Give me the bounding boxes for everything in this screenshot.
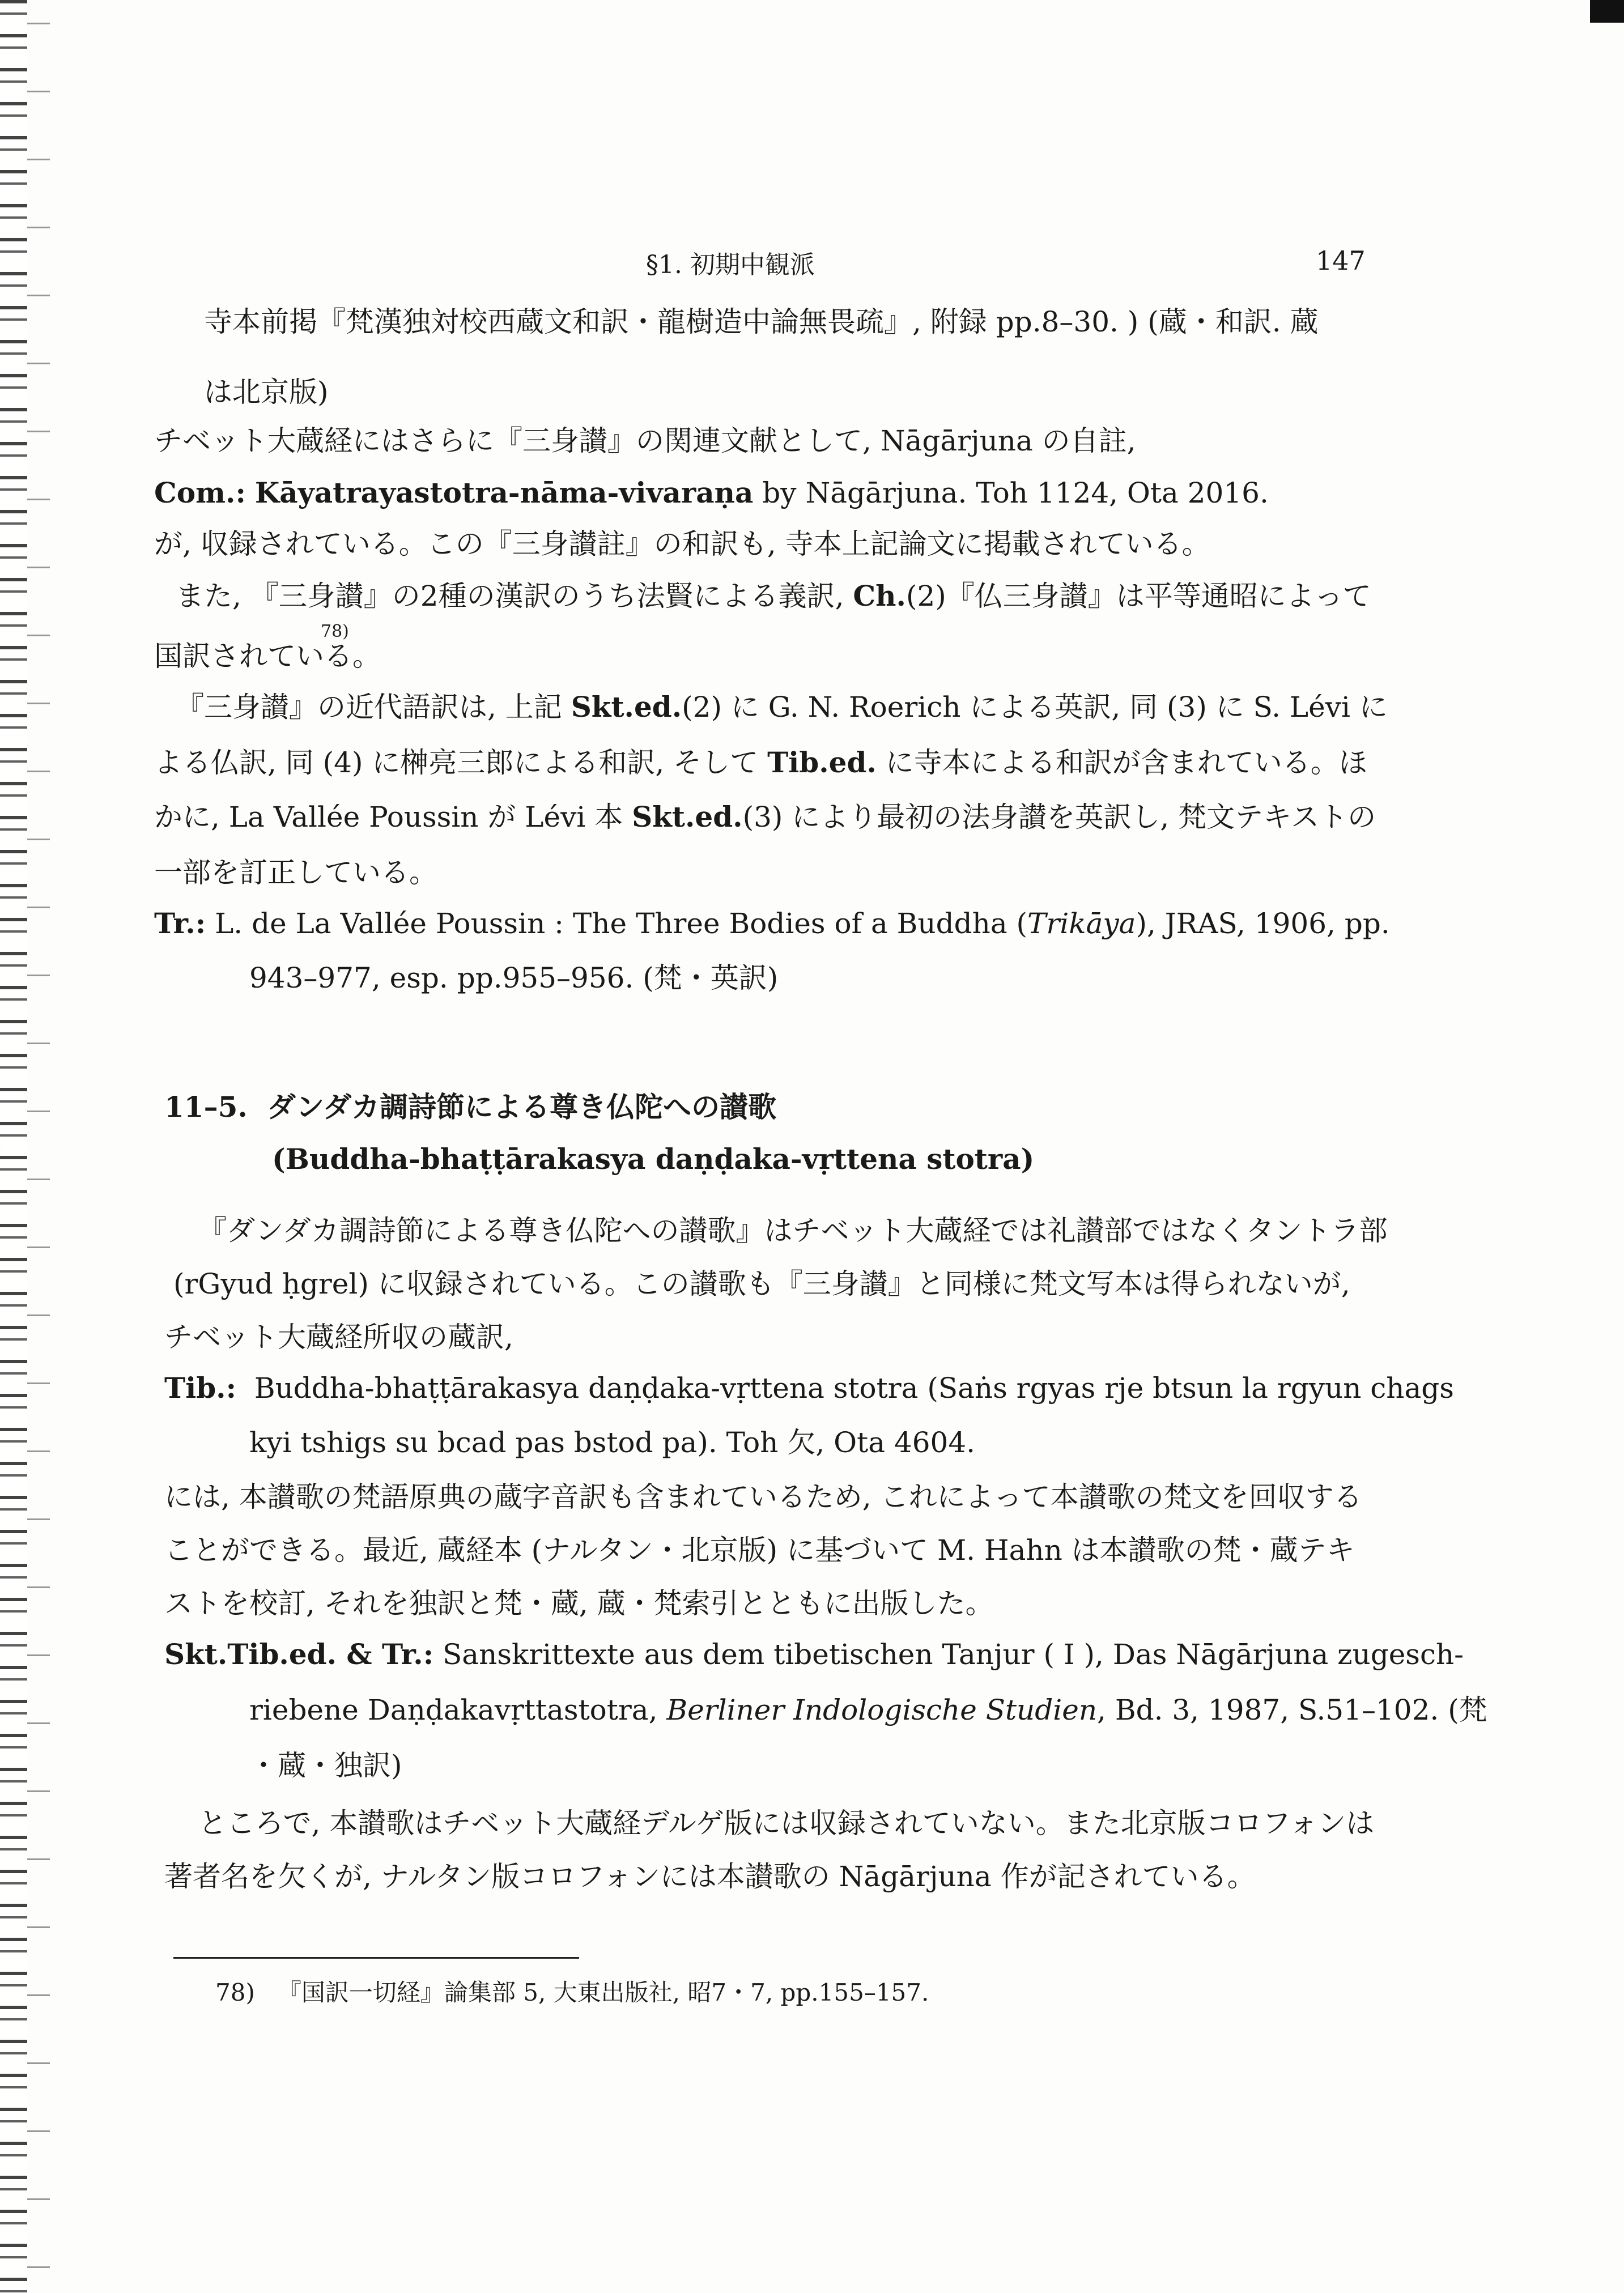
p4-ch: Ch. — [853, 579, 906, 612]
footnote-78 — [215, 1977, 929, 2008]
s1-line3: チベット大蔵経所収の蔵訳, — [164, 1321, 513, 1354]
footnote-rule — [173, 1957, 579, 1959]
running-header-section: §1. 初期中観派 — [646, 250, 815, 279]
p5-line2 — [154, 746, 1367, 780]
p5-tib: Tib.ed. — [767, 746, 877, 779]
p5-skt2: Skt.ed. — [632, 800, 743, 833]
p2-line1: チベット大蔵経にはさらに『三身讃』の関連文献として, Nāgārjuna の自註, — [154, 424, 1136, 457]
p5-line2a: よる仏訳, 同 (4) に榊亮三郎による和訳, そして — [154, 746, 768, 779]
ed-italic: Berliner Indologische Studien — [666, 1694, 1098, 1726]
p4-line2: 国訳されている。 — [154, 640, 381, 673]
section-heading — [164, 1090, 776, 1124]
p3-line1: が, 収録されている。この『三身讃註』の和訳も, 寺本上記論文に掲載されている。 — [154, 527, 1210, 560]
tr-line1b: ), JRAS, 1906, pp. — [1136, 907, 1390, 940]
tr-label: Tr.: — [154, 907, 206, 940]
com-label: Com.: — [154, 476, 246, 509]
tib-entry-line1 — [164, 1371, 1454, 1405]
p5-line4: 一部を訂正している。 — [154, 856, 437, 889]
tr-entry-line2: 943–977, esp. pp.955–956. (梵・英訳) — [249, 962, 779, 994]
scan-edge-shadow — [27, 0, 50, 2293]
ed-entry-line1 — [164, 1637, 1464, 1671]
p1-line2: は北京版) — [204, 376, 329, 409]
p5-line1a: 『三身讃』の近代語訳は, 上記 — [176, 691, 571, 724]
p5-line1 — [176, 690, 1388, 724]
com-title: Kāyatrayastotra-nāma-vivaraṇa — [254, 476, 754, 509]
p5-line3a: かに, La Vallée Poussin が Lévi 本 — [154, 801, 632, 833]
ed-line2a: riebene Daṇḍakavṛttastotra, — [249, 1694, 667, 1726]
section-number: 11–5. — [164, 1090, 248, 1124]
scan-corner-mark — [1590, 0, 1624, 23]
s3-line1: ところで, 本讃歌はチベット大蔵経デルゲ版には収録されていない。また北京版コロフォンは — [198, 1807, 1375, 1840]
ed-entry-line2 — [249, 1693, 1487, 1727]
tib-line1: Buddha-bhaṭṭārakasya daṇḍaka-vṛttena stotra (Saṅs rgyas rje btsun la rgyun chags — [254, 1372, 1454, 1405]
p5-line3b: (3) により最初の法身讃を英訳し, 梵文テキストの — [742, 801, 1376, 833]
ed-entry-line3: ・蔵・独訳) — [249, 1749, 402, 1782]
p4-line1 — [176, 579, 1371, 613]
section-title-skt: (Buddha-bhaṭṭārakasya daṇḍaka-vṛttena stotra) — [272, 1142, 1035, 1176]
p1-line1: 寺本前掲『梵漢独対校西蔵文和訳・龍樹造中論無畏疏』, 附録 pp.8–30. ) (蔵・和訳. 蔵 — [204, 305, 1319, 338]
s1-line1: 『ダンダカ調詩節による尊き仏陀への讃歌』はチベット大蔵経では礼讃部ではなくタントラ部 — [198, 1214, 1388, 1247]
p4-line1a: また, 『三身讃』の2種の漢訳のうち法賢による義訳, — [176, 580, 853, 612]
ed-line1: Sanskrittexte aus dem tibetischen Tanjur ( I ), Das Nāgārjuna zugesch- — [433, 1638, 1464, 1671]
s2-line3: ストを校訂, それを独訳と梵・蔵, 蔵・梵索引とともに出版した。 — [164, 1587, 994, 1620]
p5-line3 — [154, 800, 1376, 834]
tib-entry-line2: kyi tshigs su bcad pas bstod pa). Toh 欠, Ota 4604. — [249, 1426, 976, 1459]
s2-line1: には, 本讃歌の梵語原典の蔵字音訳も含まれているため, これによって本讃歌の梵文を回収する — [164, 1481, 1362, 1513]
com-entry — [154, 476, 1269, 510]
tib-label: Tib.: — [164, 1371, 237, 1405]
ed-line2b: , Bd. 3, 1987, S.51–102. (梵 — [1097, 1694, 1487, 1726]
ed-label: Skt.Tib.ed. & Tr.: — [164, 1637, 434, 1671]
com-rest: by Nāgārjuna. Toh 1124, Ota 2016. — [753, 477, 1269, 509]
footnote-number: 78) — [215, 1979, 255, 2006]
section-title-jp: ダンダカ調詩節による尊き仏陀への讃歌 — [267, 1090, 777, 1124]
s2-line2: ことができる。最近, 蔵経本 (ナルタン・北京版) に基づいて M. Hahn は本讃歌の梵・蔵テキ — [164, 1534, 1355, 1567]
footnote-text: 『国訳一切経』論集部 5, 大東出版社, 昭7・7, pp.155–157. — [277, 1979, 929, 2006]
tr-line1a: L. de La Vallée Poussin : The Three Bodies of a Buddha ( — [206, 907, 1028, 940]
p5-skt: Skt.ed. — [571, 690, 682, 724]
p5-line2b: に寺本による和訳が含まれている。ほ — [876, 746, 1367, 779]
s3-line2: 著者名を欠くが, ナルタン版コロフォンには本讃歌の Nāgārjuna 作が記されている。 — [164, 1860, 1256, 1893]
tr-entry-line1 — [154, 907, 1390, 941]
page-number: 147 — [1316, 245, 1366, 276]
tr-italic: Trikāya — [1027, 907, 1136, 940]
p5-line1b: (2) に G. N. Roerich による英訳, 同 (3) に S. Lévi に — [682, 691, 1388, 724]
s1-line2: (rGyud ḥgrel) に収録されている。この讃歌も『三身讃』と同様に梵文写本は得られないが, — [173, 1267, 1350, 1300]
scan-edge-left — [0, 0, 27, 2293]
p4-line1b: (2)『仏三身讃』は平等通昭によって — [905, 580, 1371, 612]
footnote-ref-78: 78) — [321, 622, 349, 641]
